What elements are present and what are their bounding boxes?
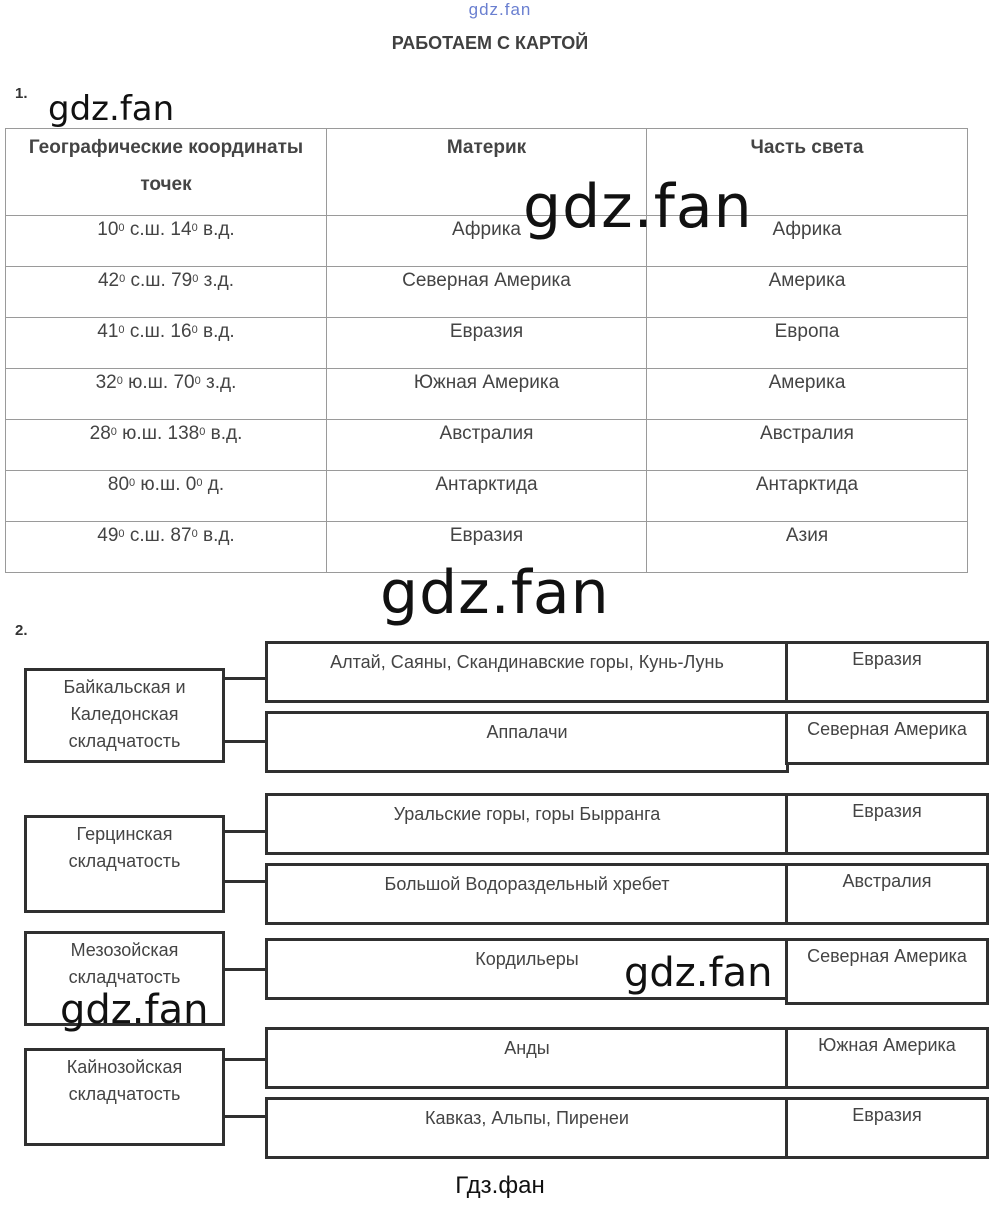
continent-box: Южная Америка [785, 1027, 989, 1089]
mountains-box: Алтай, Саяны, Скандинавские горы, Кунь-Лунь [265, 641, 789, 703]
continent-box: Австралия [785, 863, 989, 925]
folding-label-mesozoic: Мезозойская складчатость [24, 931, 225, 1026]
connector-line [225, 1058, 267, 1061]
continent-cell: Антарктида [327, 471, 647, 522]
table-row [6, 369, 968, 420]
table-header-row [6, 129, 968, 216]
coordinates-cell: $32^0$ ю.ш. $70^0$ з.д. [6, 369, 327, 420]
mountains-box: Большой Водораздельный хребет [265, 863, 789, 925]
part-cell: Европа [647, 318, 968, 369]
coordinates-cell: $41^0$ с.ш. $16^0$ в.д. [6, 318, 327, 369]
mountains-box: Кавказ, Альпы, Пиренеи [265, 1097, 789, 1159]
part-cell: Африка [647, 216, 968, 267]
continent-cell: Северная Америка [327, 267, 647, 318]
watermark-4: gdz.fan [624, 950, 773, 996]
connector-line [225, 1115, 267, 1118]
coordinates-table [5, 128, 968, 573]
continent-cell: Южная Америка [327, 369, 647, 420]
part-cell: Америка [647, 267, 968, 318]
table-row [6, 420, 968, 471]
watermark-2: gdz.fan [523, 172, 753, 242]
table-row [6, 216, 968, 267]
coordinates-cell: $42^0$ с.ш. $79^0$ з.д. [6, 267, 327, 318]
coordinates-cell: $28^0$ ю.ш. $138^0$ в.д. [6, 420, 327, 471]
coordinates-cell: $80^0$ ю.ш. $0^0$ д. [6, 471, 327, 522]
table-row [6, 267, 968, 318]
mountains-box: Аппалачи [265, 711, 789, 773]
connector-line [225, 968, 267, 971]
header-continent: Материк [327, 129, 647, 216]
part-cell: Азия [647, 522, 968, 573]
watermark-1: gdz.fan [48, 89, 175, 129]
continent-box: Евразия [785, 1097, 989, 1159]
mountains-box: Анды [265, 1027, 789, 1089]
part-cell: Антарктида [647, 471, 968, 522]
watermark-top: gdz.fan [468, 0, 532, 19]
folding-label-cenozoic: Кайнозойская складчатость [24, 1048, 225, 1146]
table-row [6, 471, 968, 522]
connector-line [225, 677, 267, 680]
coordinates-cell: $10^0$ с.ш. $14^0$ в.д. [6, 216, 327, 267]
continent-cell: Австралия [327, 420, 647, 471]
continent-box: Северная Америка [785, 938, 989, 1005]
section-2-number: 2. [15, 622, 28, 639]
folding-label-baikal: Байкальская и Каледонская складчатость [24, 668, 225, 763]
continent-box: Евразия [785, 641, 989, 703]
section-1-number: 1. [15, 85, 28, 102]
page-title: РАБОТАЕМ С КАРТОЙ [391, 33, 589, 53]
connector-line [225, 880, 267, 883]
watermark-5: gdz.fan [60, 987, 209, 1033]
connector-line [225, 740, 267, 743]
header-coordinates: Географические координаты точек [6, 129, 327, 216]
mountains-box: Кордильеры [265, 938, 789, 1000]
folding-label-hercynian: Герцинская складчатость [24, 815, 225, 913]
mountains-box: Уральские горы, горы Бырранга [265, 793, 789, 855]
header-part-of-world: Часть света [647, 129, 968, 216]
continent-cell: Евразия [327, 318, 647, 369]
table-row [6, 318, 968, 369]
connector-line [225, 830, 267, 833]
part-cell: Австралия [647, 420, 968, 471]
part-cell: Америка [647, 369, 968, 420]
continent-box: Евразия [785, 793, 989, 855]
coordinates-cell: $49^0$ с.ш. $87^0$ в.д. [6, 522, 327, 573]
continent-cell: Африка [327, 216, 647, 267]
continent-cell: Евразия [327, 522, 647, 573]
continent-box: Северная Америка [785, 711, 989, 765]
footer-caption: Гдз.фан [455, 1172, 545, 1199]
watermark-3: gdz.fan [380, 558, 610, 628]
